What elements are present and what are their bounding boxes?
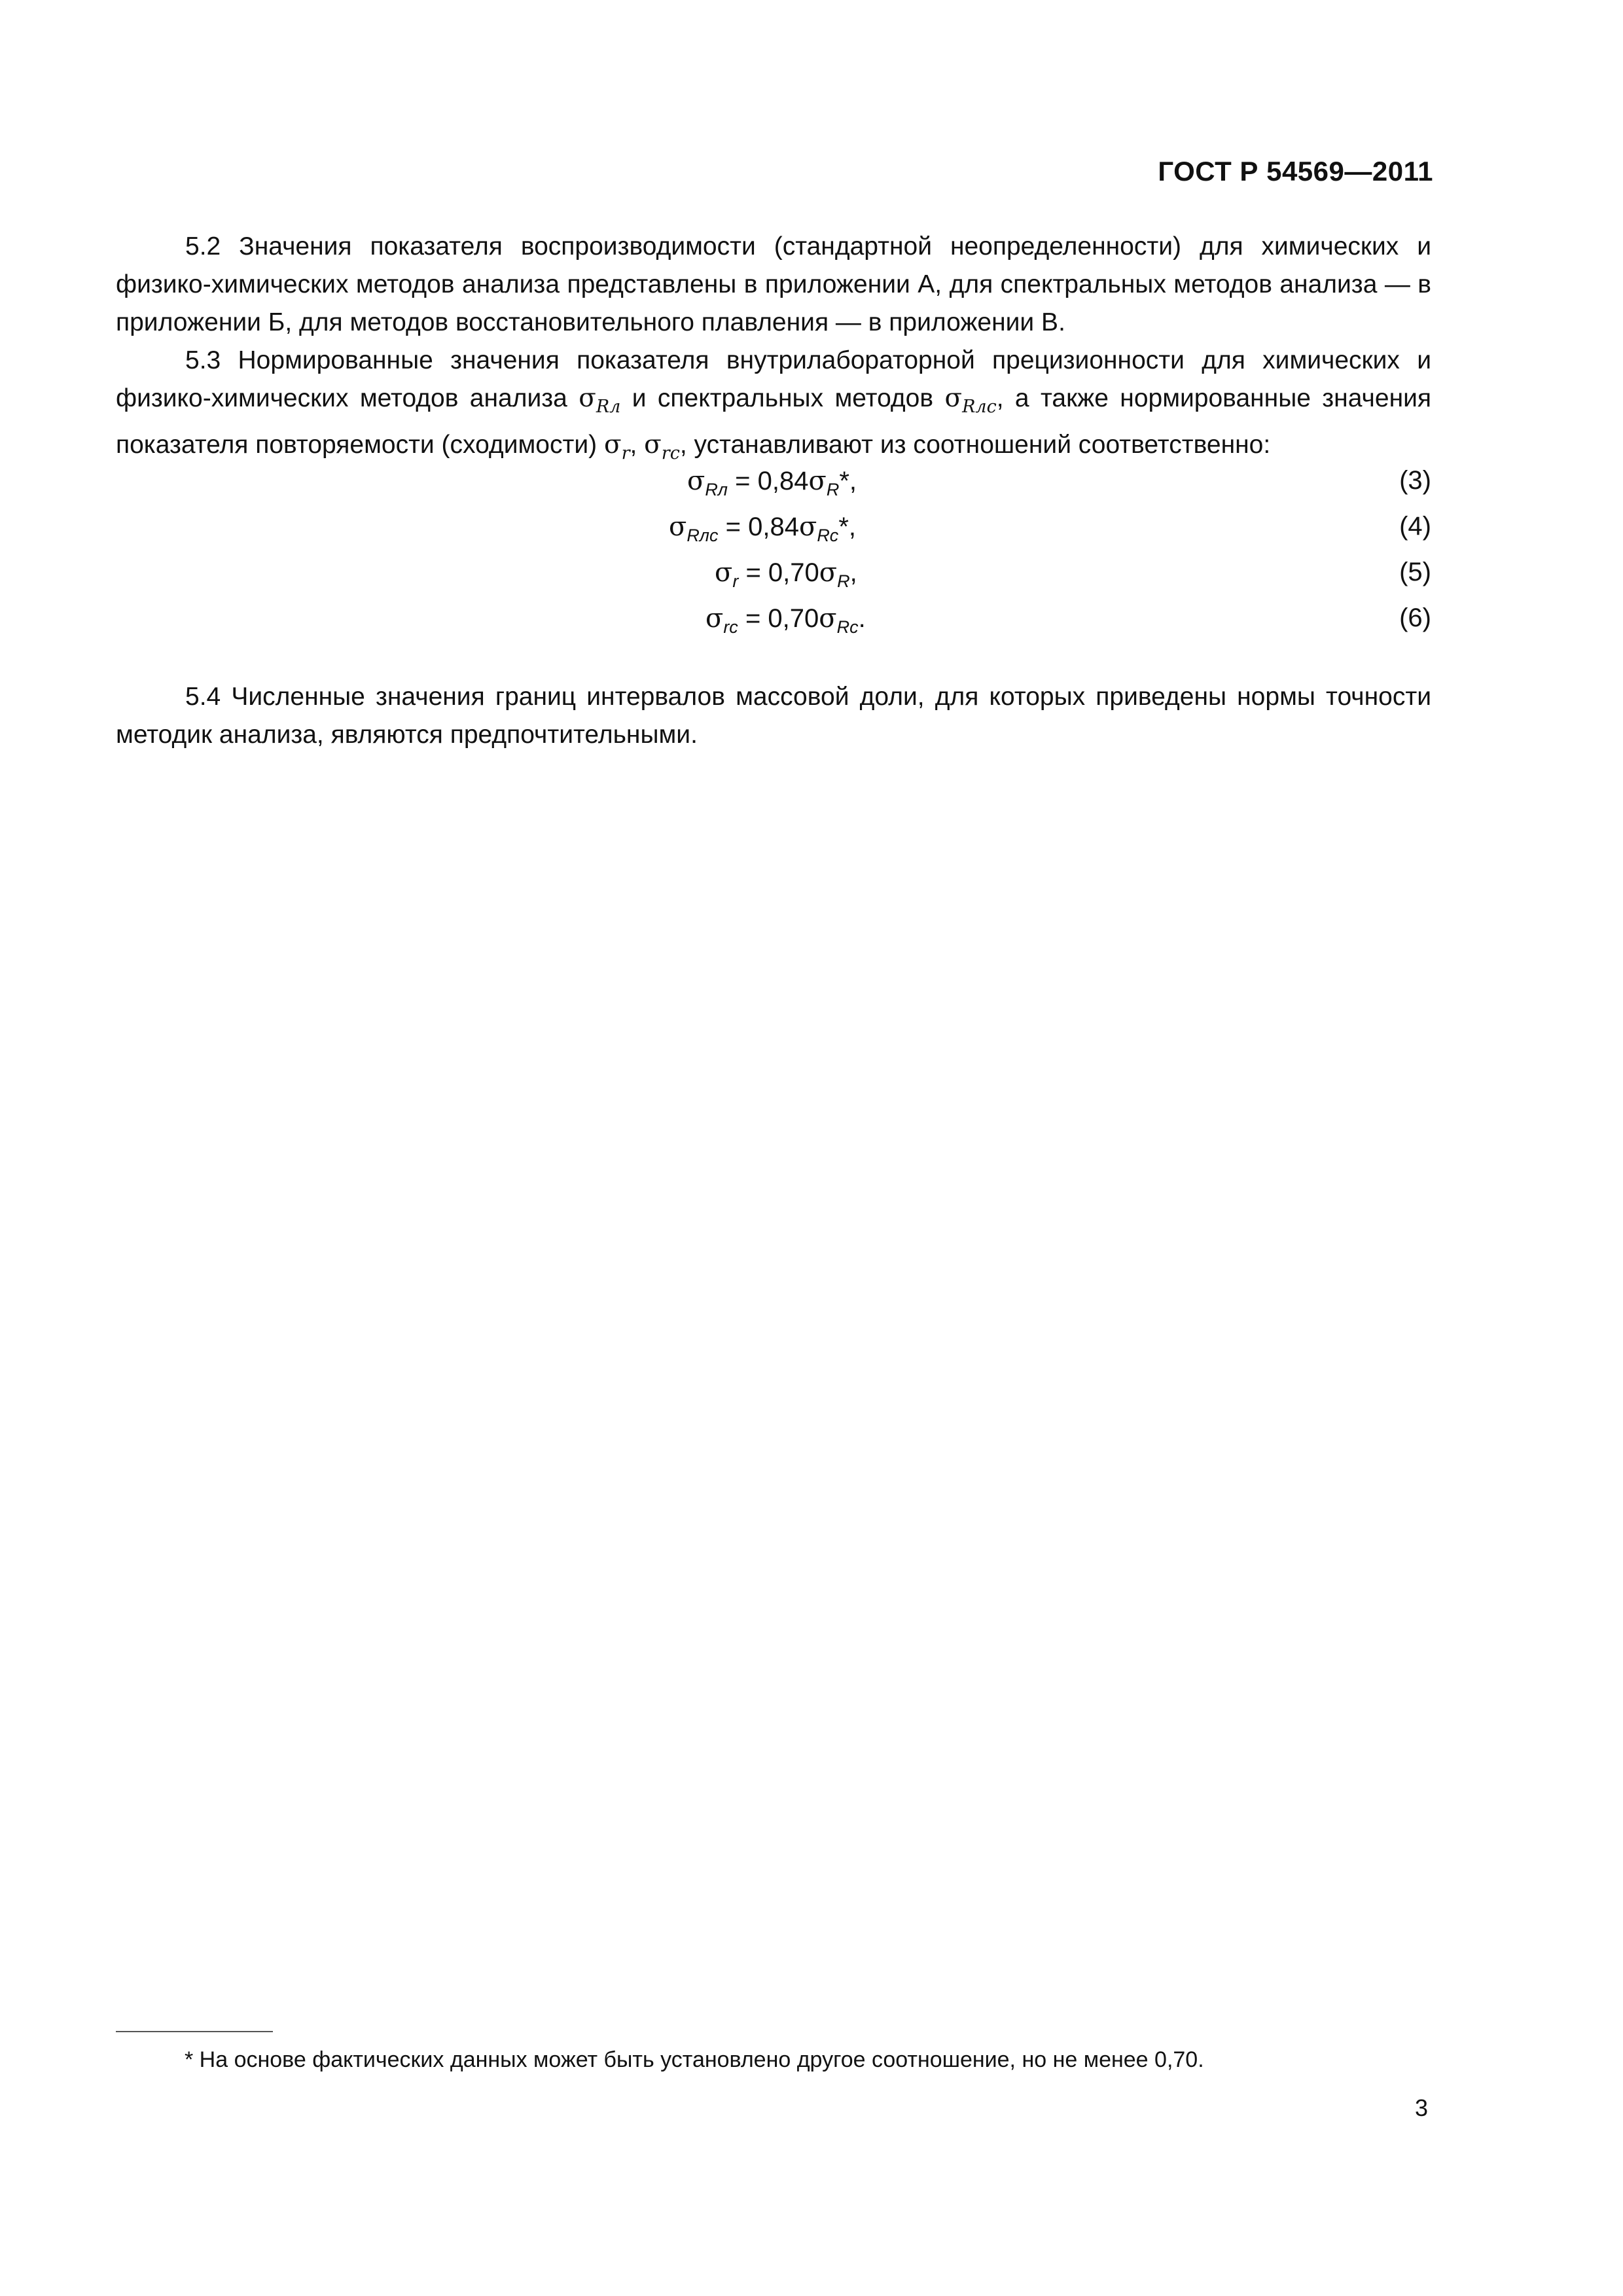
paragraph-5-3-part-a: 5.3 Нормированные значения показателя внутрилабораторной прецизионности для химических и физико-химических методов анализа xyxy=(116,346,1431,412)
main-text-block xyxy=(116,228,1431,473)
paragraph-5-2: 5.2 Значения показателя воспроизводимости (стандартной неопределенности) для химических и физико-химических методов анализа представлены в приложении А, для спектральных методов анализа — в приложении Б, для методов восстановительного плавления — в приложении В. xyxy=(116,232,1431,336)
paragraph-5-3: 5.3 Нормированные значения показателя внутрилабораторной прецизионности для химических и физико-химических методов анализа $\sigma_{Rл}$ и спектральных методов $\sigma_{Rлс}$, а также нормированные значения показателя повторяемости (сходимости) $\sigma_r$, $\sigma_{rc}$, устанавливают из соотношений соответственно: xyxy=(116,346,1432,463)
footnote: * На основе фактических данных может быть установлено другое соотношение, но не менее 0,70. xyxy=(185,2047,1204,2072)
equation-3: $\sigma_{Rл} = 0,84\sigma_R*$, xyxy=(687,466,857,499)
sigma-r-symbol: $\sigma_r$ xyxy=(603,430,630,463)
equation-3-number: (3) xyxy=(1399,466,1431,495)
equation-6-number: (6) xyxy=(1399,603,1431,632)
paragraph-5-3-part-d: устанавливают из соотношений соответственно: xyxy=(687,431,1271,459)
equation-4-number: (4) xyxy=(1399,512,1431,541)
equation-6: $\sigma_{rc} = 0,70\sigma_{Rc}$. xyxy=(705,603,866,637)
paragraph-5-3-part-c: , а также нормированные значения показателя повторяемости (сходимости) xyxy=(116,384,1432,459)
sigma-Rlc-symbol: $\sigma_{Rлс}$ xyxy=(944,384,997,417)
paragraph-5-4: 5.4 Численные значения границ интервалов массовой доли, для которых приведены нормы точности методик анализа, являются предпочтительными. xyxy=(116,683,1431,749)
sigma-rc-symbol: $\sigma_{rc}$ xyxy=(644,430,680,463)
equation-5-number: (5) xyxy=(1399,558,1431,586)
sigma-Rl-symbol: $\sigma_{Rл}$ xyxy=(579,384,621,417)
equation-4: $\sigma_{Rлс} = 0,84\sigma_{Rc}*$, xyxy=(669,512,856,545)
document-header: ГОСТ Р 54569—2011 xyxy=(1158,156,1433,187)
main-text-block-2 xyxy=(116,678,1431,754)
page-number: 3 xyxy=(1414,2094,1428,2121)
equation-5: $\sigma_r = 0,70\sigma_R$, xyxy=(715,558,857,591)
paragraph-5-3-part-b: и спектральных методов xyxy=(620,384,945,412)
footnote-separator xyxy=(116,2031,273,2032)
